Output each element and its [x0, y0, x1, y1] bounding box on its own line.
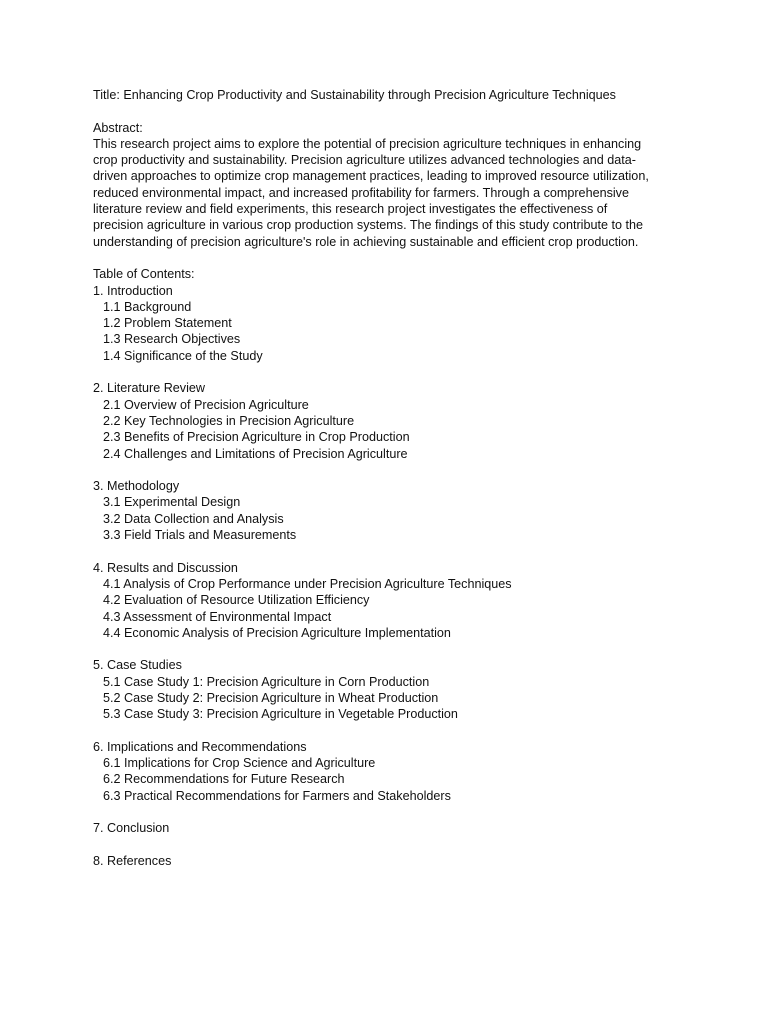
- toc-section-group: [93, 739, 693, 804]
- toc-subsection: 6.3 Practical Recommendations for Farmers and Stakeholders: [103, 788, 451, 803]
- toc-section-title: 5. Case Studies: [93, 658, 182, 673]
- toc-section-group: [93, 478, 693, 543]
- toc-subsection: 6.2 Recommendations for Future Research: [103, 772, 345, 787]
- toc-subsection: 6.1 Implications for Crop Science and Agriculture: [103, 756, 376, 771]
- toc-subsection: 5.2 Case Study 2: Precision Agriculture in Wheat Production: [103, 690, 439, 705]
- toc-subsection: 3.3 Field Trials and Measurements: [103, 528, 297, 543]
- abstract-heading: Abstract:: [93, 120, 143, 135]
- toc-section-group: [93, 380, 693, 461]
- toc-subsection: 4.2 Evaluation of Resource Utilization Efficiency: [103, 593, 370, 608]
- toc-section-title: 4. Results and Discussion: [93, 560, 238, 575]
- toc-subsection: 1.1 Background: [103, 299, 192, 314]
- document-page: [93, 87, 693, 886]
- abstract-line: crop productivity and sustainability. Precision agriculture utilizes advanced technologies and data-: [93, 153, 637, 168]
- spacer: [93, 103, 693, 119]
- toc-subsection: 4.3 Assessment of Environmental Impact: [103, 609, 332, 624]
- toc-section-group: [93, 283, 693, 364]
- abstract-line: literature review and field experiments, this research project investigates the effectiveness of: [93, 202, 608, 217]
- toc-heading: Table of Contents:: [93, 267, 195, 282]
- toc-section-title: 8. References: [93, 853, 172, 868]
- abstract-line: understanding of precision agriculture's role in achieving sustainable and efficient crop production.: [93, 234, 639, 249]
- spacer: [93, 250, 693, 266]
- table-of-contents: [93, 283, 693, 870]
- toc-section-title: 6. Implications and Recommendations: [93, 739, 307, 754]
- toc-section-group: [93, 853, 693, 869]
- abstract-line: precision agriculture in various crop production systems. The findings of this study contribute to the: [93, 218, 643, 233]
- toc-subsection: 2.4 Challenges and Limitations of Precision Agriculture: [103, 446, 408, 461]
- abstract-line: reduced environmental impact, and increased profitability for farmers. Through a comprehensive: [93, 185, 629, 200]
- toc-subsection: 1.4 Significance of the Study: [103, 348, 263, 363]
- toc-subsection: 5.1 Case Study 1: Precision Agriculture in Corn Production: [103, 674, 430, 689]
- toc-subsection: 1.2 Problem Statement: [103, 316, 232, 331]
- toc-subsection: 2.3 Benefits of Precision Agriculture in Crop Production: [103, 430, 410, 445]
- toc-subsection: 1.3 Research Objectives: [103, 332, 241, 347]
- toc-section-title: 1. Introduction: [93, 283, 173, 298]
- toc-subsection: 3.1 Experimental Design: [103, 495, 241, 510]
- document-title: Title: Enhancing Crop Productivity and Sustainability through Precision Agriculture Techniques: [93, 88, 616, 102]
- toc-subsection: 4.1 Analysis of Crop Performance under Precision Agriculture Techniques: [103, 576, 512, 591]
- toc-section-group: [93, 657, 693, 722]
- toc-section-title: 7. Conclusion: [93, 821, 170, 836]
- abstract-line: This research project aims to explore the potential of precision agriculture techniques in enhancing: [93, 136, 642, 151]
- toc-section-title: 2. Literature Review: [93, 381, 205, 396]
- toc-section-group: [93, 560, 693, 641]
- toc-subsection: 5.3 Case Study 3: Precision Agriculture in Vegetable Production: [103, 707, 458, 722]
- abstract-line: driven approaches to optimize crop management practices, leading to improved resource utilization,: [93, 169, 649, 184]
- toc-subsection: 4.4 Economic Analysis of Precision Agriculture Implementation: [103, 625, 451, 640]
- toc-subsection: 3.2 Data Collection and Analysis: [103, 511, 284, 526]
- toc-section-group: [93, 820, 693, 836]
- toc-subsection: 2.2 Key Technologies in Precision Agriculture: [103, 413, 355, 428]
- toc-subsection: 2.1 Overview of Precision Agriculture: [103, 397, 309, 412]
- toc-section-title: 3. Methodology: [93, 479, 180, 494]
- abstract-body: [93, 136, 693, 250]
